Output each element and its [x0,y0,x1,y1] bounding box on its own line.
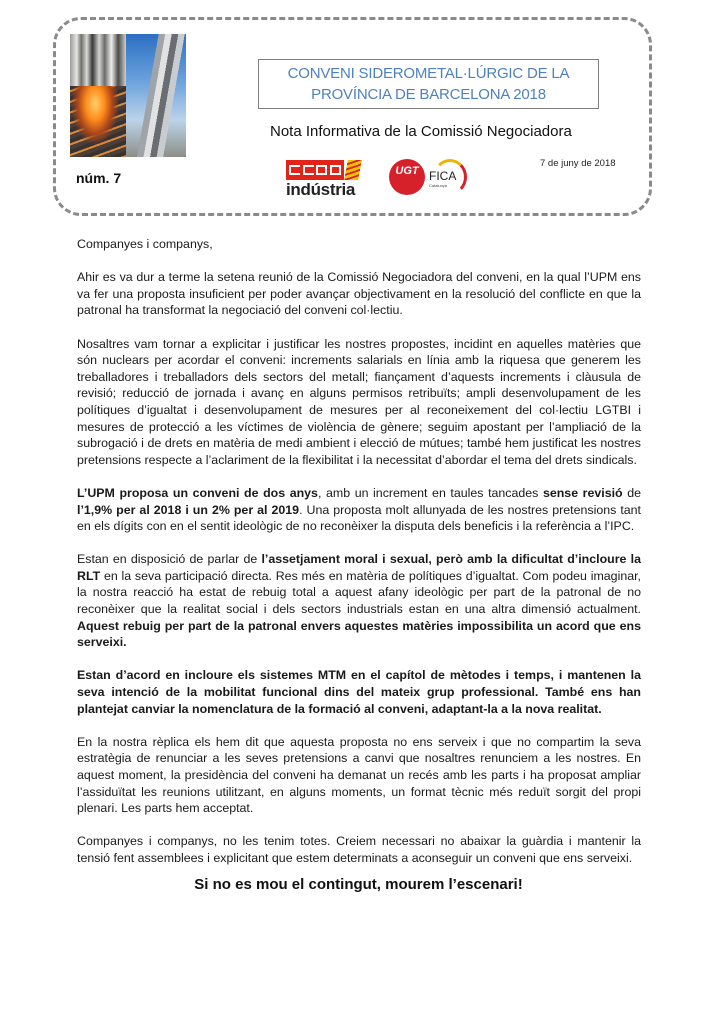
bold-text: L’UPM proposa un conveni de dos anys [77,485,318,500]
issue-number: núm. 7 [76,170,122,186]
bold-text: l’1,9% per al 2018 i un 2% per al 2019 [77,502,300,517]
molten-steel-photo [70,86,126,157]
paragraph-2: Nosaltres vam tornar a explicitar i justificar les nostres propostes, incidint en aquelles matèries que són nuclears per acordar el conveni: increments salarials en línia amb la riquesa que generem les treballadores i treballadors dels sectors del metall; fiançament d’aquests increments i clàusula de revisió; reducció de jornada i avanç en alguns permisos retribuïts; ampli desenvolupament de les polítiques d’igualtat i desenvolupament de mesures per al reconeixement del col·lectiu LGTBI i mesures de protecció a les víctimes de violència de gènere; seguim apostant per l’ampliació de la subrogació i de drets en matèria de medi ambient i elecció de mútues; també hem justificat les nostres pretensions respecte a l’aclariment de la flexibilitat i la necessitat d’abordar el tema del drets sindicals. [77,336,641,467]
closing-slogan: Si no es mou el contingut, mourem l’escenari! [194,876,523,893]
bold-text: l’assetjament moral i sexual, però amb la dificultat d’incloure la RLT [77,552,641,583]
greeting: Companyes i companys, [77,237,213,251]
bold-text: Aquest rebuig per part de la patronal envers aquestes matèries impossibilita un acord que ens serveixi. [77,618,641,650]
industrial-photo-collage [70,34,186,157]
paragraph-3: L’UPM proposa un conveni de dos anys, amb un increment en taules tancades sense revisió de l’1,9% per al 2018 i un 2% per al 2019. Una proposta molt allunyada de les nostres pretensions tant en els dígits con en el sentit ideològic de no reconèixer la disputa dels beneficis i la referència a l’IPC. [77,485,641,534]
steel-pipes-photo [70,34,126,86]
steel-plant-tower-photo [126,34,186,157]
paragraph-7: Companyes i companys, no les tenim totes. Creiem necessari no abaixar la guàrdia i mantenir la tensió fent assemblees i explicitant que estem determinats a aconseguir un conveni que ens serveixi. [77,834,641,865]
paragraph-1: Ahir es va dur a terme la setena reunió de la Comissió Negociadora del conveni, en la qual l’UPM ens va fer una proposta insuficient per poder avançar objectivament en la resolució del conflicte en que la patronal ha transformat la negociació del conveni col·lectiu. [77,270,641,318]
ccoo-industria-logo [286,160,362,206]
fica-logo-text: FICA [429,169,457,183]
paragraph-6: En la nostra rèplica els hem dit que aquesta proposta no ens serveix i que no compartim la seva estratègia de renunciar a les seves pretensions a canvi que nosaltres renunciem a les nostres. En aquest moment, la presidència del conveni ha demanat un recés amb les parts i ha proposat ampliar l’assiduïtat les reunions utilitzant, en alguns moments, un format tècnic més reduït sorgit del propi plenari. Les parts hem acceptat. [77,734,641,816]
ccoo-logo-text: indústria [286,180,356,199]
document-date: 7 de juny de 2018 [540,158,616,169]
fica-sub-text: Catalunya [429,183,448,188]
ugt-fica-logo [389,157,469,197]
ugt-circle-icon: UGT [389,159,425,195]
paragraph-5: Estan d’acord en incloure els sistemes MTM en el capítol de mètodes i temps, i mantenen la seva intenció de la mobilitat funcional dins del mateix grup professional. També ens han plantejat canviar la nomenclatura de la formació al conveni, adaptant-la a la nova realitat. [77,668,641,716]
title-line-1: CONVENI SIDEROMETAL·LÚRGIC DE LA [287,65,570,82]
document-title-box [258,59,599,109]
title-line-2: PROVÍNCIA DE BARCELONA 2018 [311,86,546,103]
fica-arc-icon [433,159,467,195]
ccoo-red-bar [286,160,344,180]
paragraph-4: Estan en disposició de parlar de l’assetjament moral i sexual, però amb la dificultat d’incloure la RLT en la seva participació directa. Res més en matèria de polítiques d’igualtat. Com podeu imaginar, la nostra reacció ha estat de rebuig total a aquest afany ideològic per part de la patronal de no reconèixer que la realitat social i dels sectors industrials estan en una altra dimensió actualment. Aquest rebuig per part de la patronal envers aquestes matèries impossibilita un acord que ens serveixi. [77,552,641,650]
document-subtitle: Nota Informativa de la Comissió Negociadora [270,123,572,140]
catalan-flag-icon [344,160,362,180]
document-body [77,236,641,883]
bold-text: sense revisió [542,485,623,500]
